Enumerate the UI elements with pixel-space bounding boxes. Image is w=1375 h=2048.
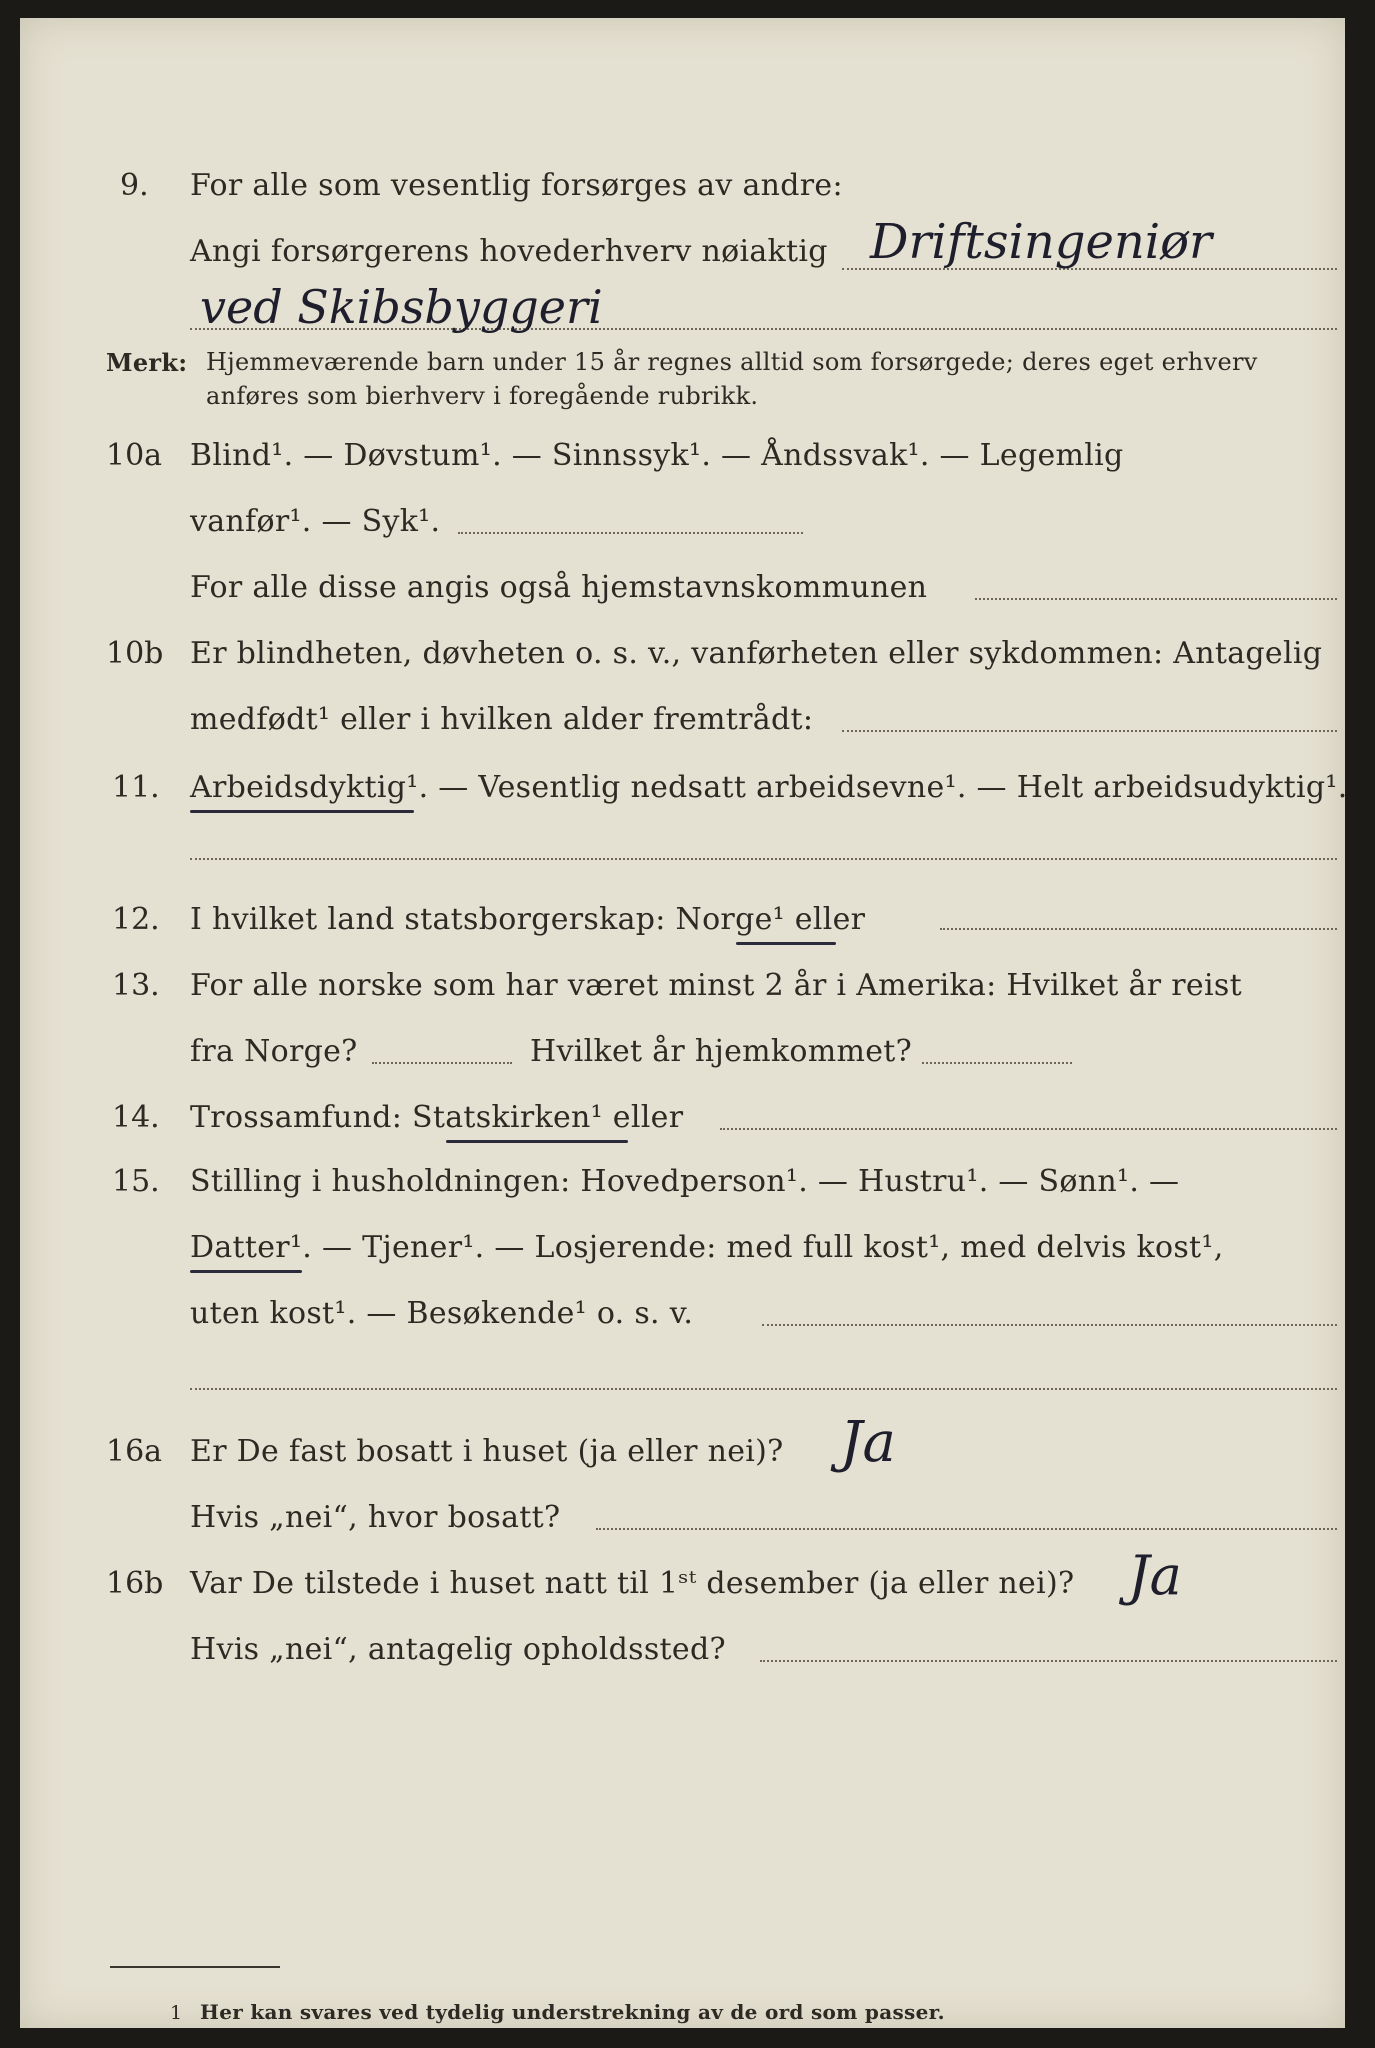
q10a-answer-line1: [458, 532, 803, 534]
q14-answer-line: [720, 1128, 1337, 1130]
q15-answer-line1: [762, 1324, 1337, 1326]
census-form-page: [20, 18, 1348, 2028]
q12-line1: I hvilket land statsborgerskap: Norge¹ eller: [190, 902, 866, 937]
q13-line1: For alle norske som har været minst 2 år i Amerika: Hvilket år reist: [190, 968, 1242, 1003]
q12-number: 12.: [112, 902, 160, 937]
q10b-line1: Er blindheten, døvheten o. s. v., vanførheten eller sykdommen: Antagelig: [190, 636, 1323, 671]
q9-handwritten-answer1: Driftsingeniør: [870, 214, 1212, 270]
q16b-line2: Hvis „nei“, antagelig opholdssted?: [190, 1632, 726, 1667]
q12-underline-norge: [736, 942, 836, 945]
q13-answer-line-hjemkommet: [922, 1062, 1072, 1064]
merk-line2: anføres som bierhverv i foregående rubrikk.: [206, 382, 759, 410]
q9-line1: For alle som vesentlig forsørges av andre:: [190, 168, 843, 203]
q10b-number: 10b: [106, 636, 164, 671]
q10a-number: 10a: [106, 438, 163, 473]
q15-underline-datter: [190, 1270, 302, 1273]
q9-handwritten-answer2: ved Skibsbyggeri: [200, 280, 603, 334]
merk-label: Merk:: [106, 348, 188, 377]
merk-line1: Hjemmeværende barn under 15 år regnes alltid som forsørgede; deres eget erhverv: [206, 348, 1258, 376]
q16a-answer-line: [596, 1528, 1337, 1530]
q16b-handwritten-answer: Ja: [1128, 1544, 1182, 1607]
q13-line2b: Hvilket år hjemkommet?: [530, 1034, 913, 1069]
q15-line1: Stilling i husholdningen: Hovedperson¹. — Hustru¹. — Sønn¹. —: [190, 1164, 1180, 1199]
q13-number: 13.: [112, 968, 160, 1003]
q15-line3: uten kost¹. — Besøkende¹ o. s. v.: [190, 1296, 694, 1331]
footnote-rule: [110, 1966, 280, 1968]
q14-number: 14.: [112, 1100, 160, 1135]
q10a-line1: Blind¹. — Døvstum¹. — Sinnssyk¹. — Åndssvak¹. — Legemlig: [190, 438, 1124, 473]
q9-number: 9.: [120, 168, 149, 203]
q10a-answer-line2: [975, 598, 1337, 600]
q15-line2: Datter¹. — Tjener¹. — Losjerende: med full kost¹, med delvis kost¹,: [190, 1230, 1224, 1265]
footnote-text: Her kan svares ved tydelig understrekning av de ord som passer.: [200, 2000, 945, 2024]
q11-number: 11.: [112, 770, 160, 805]
q11-line1: Arbeidsdyktig¹. — Vesentlig nedsatt arbeidsevne¹. — Helt arbeidsudyktig¹.: [190, 770, 1348, 805]
q16b-number: 16b: [106, 1566, 164, 1601]
q11-underline-arbeidsdyktig: [190, 810, 414, 813]
q10b-answer-line: [842, 730, 1337, 732]
q14-line1: Trossamfund: Statskirken¹ eller: [190, 1100, 684, 1135]
q10a-line3: For alle disse angis også hjemstavnskommunen: [190, 570, 928, 605]
footnote-mark: 1: [170, 2002, 183, 2024]
q16b-answer-line: [760, 1660, 1337, 1662]
q16a-handwritten-answer: Ja: [840, 1410, 896, 1475]
q15-number: 15.: [112, 1164, 160, 1199]
q10b-line2: medfødt¹ eller i hvilken alder fremtrådt:: [190, 702, 814, 737]
q11-answer-line: [190, 858, 1337, 860]
q14-underline-statskirken: [446, 1140, 628, 1143]
q13-line2a: fra Norge?: [190, 1034, 358, 1069]
q16a-line2: Hvis „nei“, hvor bosatt?: [190, 1500, 561, 1535]
q10a-line2: vanfør¹. — Syk¹.: [190, 504, 441, 539]
q9-line2: Angi forsørgerens hovederhverv nøiaktig: [190, 234, 828, 269]
q16a-line1: Er De fast bosatt i huset (ja eller nei)?: [190, 1434, 784, 1469]
q13-answer-line-reist: [372, 1062, 512, 1064]
q12-answer-line: [940, 928, 1337, 930]
q16a-number: 16a: [106, 1434, 163, 1469]
q15-answer-line2: [190, 1388, 1337, 1390]
q16b-line1: Var De tilstede i huset natt til 1ˢᵗ desember (ja eller nei)?: [190, 1566, 1075, 1601]
